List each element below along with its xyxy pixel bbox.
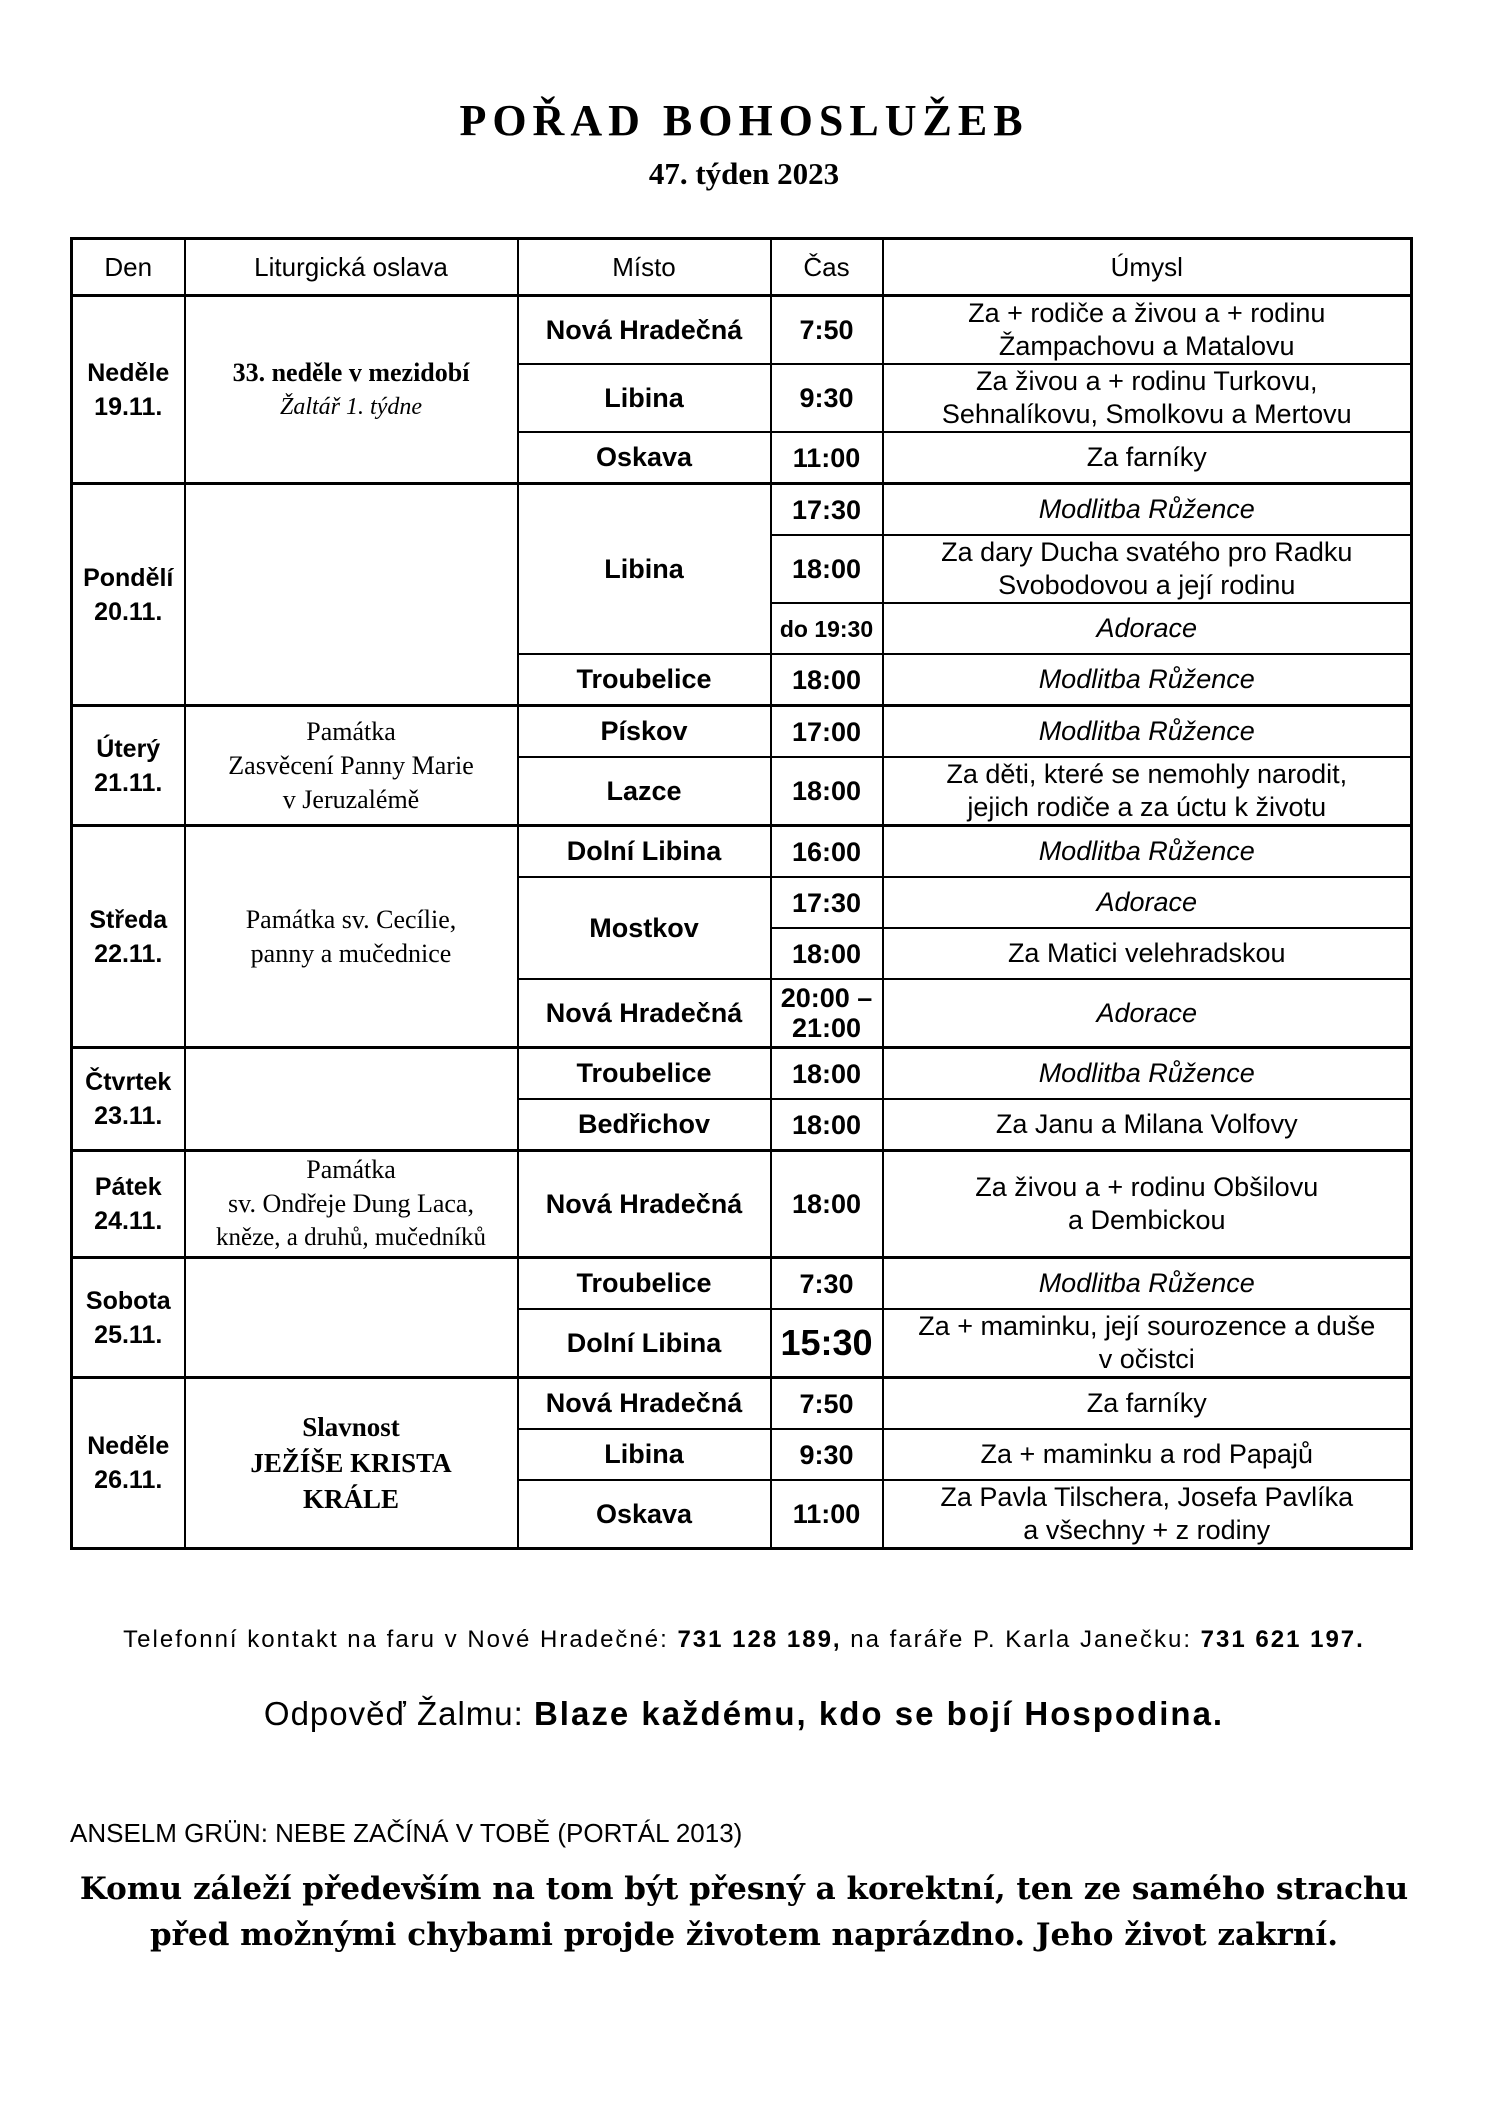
time-cell: 11:00 (771, 432, 883, 484)
place-cell: Lazce (518, 757, 771, 826)
intention-cell (883, 296, 1412, 365)
table-row (72, 826, 1412, 878)
intention-line: Za děti, které se nemohly narodit, (946, 759, 1348, 789)
day-name: Pondělí (83, 563, 174, 592)
time-cell: 7:50 (771, 1378, 883, 1430)
intention-cell: Adorace (883, 877, 1412, 928)
place-cell: Libina (518, 484, 771, 655)
liturgy-line: panny a mučednice (250, 938, 452, 968)
liturgy-line: v Jeruzalémě (282, 784, 420, 814)
intention-line: Za + rodiče a živou a + rodinu (968, 298, 1326, 328)
quote-source: ANSELM GRÜN: NEBE ZAČÍNÁ V TOBĚ (PORTÁL 2013) (70, 1818, 743, 1848)
day-name: Úterý (96, 734, 161, 763)
place-cell: Dolní Libina (518, 1309, 771, 1378)
day-date: 21.11. (94, 768, 163, 797)
intention-cell (883, 1480, 1412, 1549)
liturgy-line: Památka (306, 716, 396, 746)
day-cell (72, 826, 185, 1048)
intention-cell: Modlitba Růžence (883, 826, 1412, 878)
intention-line: Svobodovou a její rodinu (998, 570, 1296, 600)
intention-line: Za Pavla Tilschera, Josefa Pavlíka (940, 1482, 1354, 1512)
day-date: 24.11. (94, 1207, 163, 1235)
time-cell: 15:30 (771, 1309, 883, 1378)
header-cas: Čas (771, 239, 883, 296)
time-cell: 18:00 (771, 1151, 883, 1258)
intention-cell: Modlitba Růžence (883, 1258, 1412, 1310)
intention-cell: Modlitba Růžence (883, 484, 1412, 536)
place-cell: Nová Hradečná (518, 1378, 771, 1430)
time-cell: 17:00 (771, 706, 883, 758)
intention-line: Za dary Ducha svatého pro Radku (941, 537, 1353, 567)
liturgy-line: sv. Ondřeje Dung Laca, (228, 1189, 474, 1218)
liturgy-note: Žaltář 1. týdne (280, 393, 422, 420)
day-cell (72, 1048, 185, 1151)
liturgy-line: Zasvěcení Panny Marie (228, 750, 474, 780)
day-name: Neděle (87, 1432, 170, 1460)
liturgy-cell (185, 484, 518, 706)
day-cell (72, 1258, 185, 1378)
time-cell: 9:30 (771, 364, 883, 432)
intention-line: v očistci (1098, 1344, 1195, 1374)
page-subtitle: 47. týden 2023 (648, 156, 840, 191)
time-cell: 16:00 (771, 826, 883, 878)
day-cell (72, 296, 185, 484)
contact-phone-priest: 731 621 197. (1200, 1626, 1365, 1653)
intention-cell (883, 757, 1412, 826)
intention-cell (883, 364, 1412, 432)
day-cell (72, 1151, 185, 1258)
table-row (72, 484, 1412, 536)
quote-text (0, 1866, 1488, 1958)
liturgy-cell (185, 1258, 518, 1378)
table-row (72, 1151, 1412, 1258)
place-cell: Troubelice (518, 1048, 771, 1100)
place-cell: Nová Hradečná (518, 296, 771, 365)
place-cell: Nová Hradečná (518, 979, 771, 1048)
place-cell: Nová Hradečná (518, 1151, 771, 1258)
header-umysl: Úmysl (883, 239, 1412, 296)
time-cell: 18:00 (771, 1048, 883, 1100)
liturgy-cell (185, 826, 518, 1048)
intention-line: a Dembickou (1067, 1205, 1226, 1235)
intention-line: Za živou a + rodinu Obšilovu (975, 1172, 1319, 1202)
day-date: 25.11. (94, 1320, 163, 1349)
liturgy-cell (185, 1378, 518, 1549)
intention-cell: Modlitba Růžence (883, 1048, 1412, 1100)
intention-line: Sehnalíkovu, Smolkovu a Mertovu (941, 399, 1352, 429)
place-cell: Mostkov (518, 877, 771, 979)
time-line: 21:00 (791, 1013, 862, 1043)
liturgy-line: JEŽÍŠE KRISTA (250, 1448, 452, 1478)
contact-prefix: Telefonní kontakt na faru v Nové Hradečné: (123, 1626, 669, 1653)
day-cell (72, 484, 185, 706)
place-cell: Bedřichov (518, 1099, 771, 1151)
place-cell: Troubelice (518, 1258, 771, 1310)
psalm-label: Odpověď Žalmu: (263, 1695, 524, 1732)
liturgy-line: KRÁLE (302, 1484, 400, 1514)
day-name: Čtvrtek (85, 1068, 172, 1096)
intention-line: Žampachovu a Matalovu (998, 331, 1295, 361)
liturgy-line: Památka sv. Cecílie, (245, 904, 457, 934)
contact-line (0, 1626, 1488, 1654)
psalm-text: Blaze každému, kdo se bojí Hospodina. (533, 1695, 1225, 1732)
table-row (72, 1258, 1412, 1310)
day-name: Sobota (85, 1286, 171, 1315)
day-date: 20.11. (94, 597, 163, 626)
place-cell: Oskava (518, 1480, 771, 1549)
day-date: 26.11. (94, 1466, 163, 1494)
table-row (72, 296, 1412, 365)
intention-line: jejich rodiče a za úctu k životu (967, 792, 1327, 822)
intention-cell: Za Janu a Milana Volfovy (883, 1099, 1412, 1151)
day-name: Pátek (94, 1173, 162, 1201)
intention-cell: Za Matici velehradskou (883, 928, 1412, 979)
contact-middle: na faráře P. Karla Janečku: (850, 1626, 1192, 1653)
place-cell: Libina (518, 364, 771, 432)
time-cell: 18:00 (771, 757, 883, 826)
intention-cell: Za farníky (883, 432, 1412, 484)
time-cell: 17:30 (771, 877, 883, 928)
liturgy-title: 33. neděle v mezidobí (232, 357, 470, 387)
time-cell: 7:50 (771, 296, 883, 365)
intention-cell: Adorace (883, 979, 1412, 1048)
place-cell: Dolní Libina (518, 826, 771, 878)
psalm-response (0, 1695, 1488, 1733)
time-cell: do 19:30 (771, 603, 883, 654)
place-cell: Libina (518, 1429, 771, 1480)
place-cell: Pískov (518, 706, 771, 758)
intention-cell: Modlitba Růžence (883, 654, 1412, 706)
intention-cell: Za + maminku a rod Papajů (883, 1429, 1412, 1480)
time-cell: 7:30 (771, 1258, 883, 1310)
intention-cell (883, 1151, 1412, 1258)
table-row (72, 1048, 1412, 1100)
liturgy-cell (185, 296, 518, 484)
intention-line: a všechny + z rodiny (1023, 1515, 1271, 1545)
time-cell: 18:00 (771, 654, 883, 706)
intention-line: Za + maminku, její sourozence a duše (918, 1311, 1376, 1341)
schedule-table (70, 237, 1413, 1550)
page-title: POŘAD BOHOSLUŽEB (459, 96, 1029, 145)
day-cell (72, 1378, 185, 1549)
time-cell: 9:30 (771, 1429, 883, 1480)
day-cell (72, 706, 185, 826)
time-cell: 11:00 (771, 1480, 883, 1549)
quote-line: Komu záleží především na tom být přesný a korektní, ten ze samého strachu (79, 1871, 1409, 1907)
intention-cell: Modlitba Růžence (883, 706, 1412, 758)
liturgy-cell (185, 706, 518, 826)
intention-cell: Adorace (883, 603, 1412, 654)
liturgy-line: kněze, a druhů, mučedníků (215, 1224, 487, 1251)
liturgy-line: Památka (306, 1155, 396, 1184)
place-cell: Troubelice (518, 654, 771, 706)
contact-phone-parish: 731 128 189, (677, 1626, 842, 1653)
liturgy-line: Slavnost (302, 1412, 400, 1442)
time-cell: 17:30 (771, 484, 883, 536)
liturgy-cell (185, 1048, 518, 1151)
place-cell: Oskava (518, 432, 771, 484)
time-cell (771, 979, 883, 1048)
day-date: 23.11. (94, 1102, 163, 1130)
intention-line: Za živou a + rodinu Turkovu, (976, 366, 1318, 396)
intention-cell (883, 535, 1412, 603)
day-name: Středa (89, 905, 168, 934)
intention-cell (883, 1309, 1412, 1378)
day-date: 22.11. (94, 939, 163, 968)
header-misto: Místo (518, 239, 771, 296)
liturgy-cell (185, 1151, 518, 1258)
time-cell: 18:00 (771, 1099, 883, 1151)
header-liturgie: Liturgická oslava (185, 239, 518, 296)
day-name: Neděle (87, 358, 170, 387)
quote-line: před možnými chybami projde životem naprázdno. Jeho život zakrní. (149, 1917, 1338, 1953)
intention-cell: Za farníky (883, 1378, 1412, 1430)
time-cell: 18:00 (771, 928, 883, 979)
time-line: 20:00 – (780, 983, 873, 1013)
day-date: 19.11. (94, 392, 163, 421)
time-cell: 18:00 (771, 535, 883, 603)
header-den: Den (72, 239, 185, 296)
header-row (72, 239, 1412, 296)
table-row (72, 1378, 1412, 1430)
table-row (72, 706, 1412, 758)
